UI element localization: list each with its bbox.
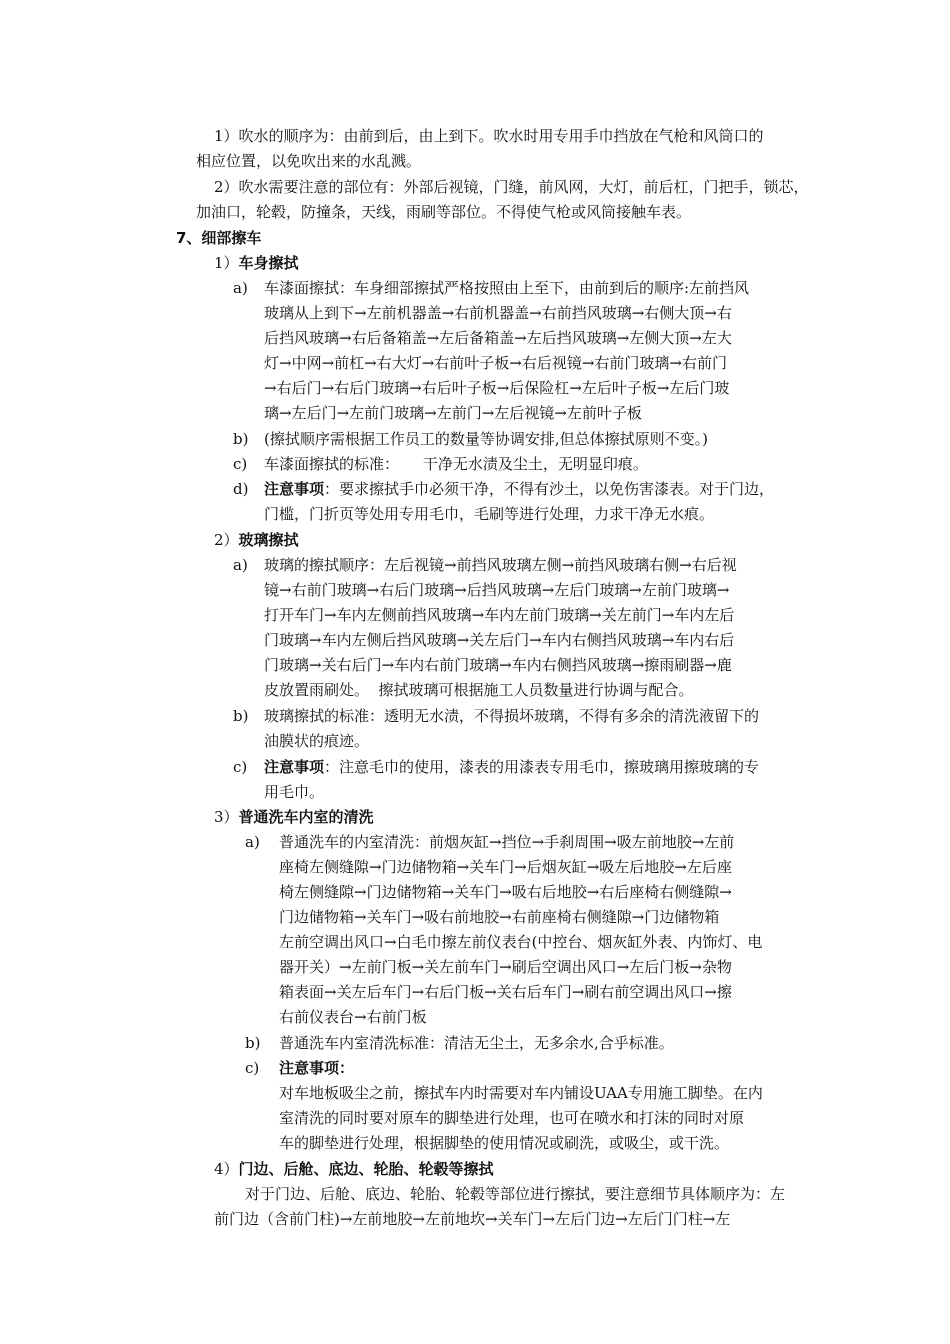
paint-wipe-line: 后挡风玻璃→右后备箱盖→左后备箱盖→左后挡风玻璃→左侧大顶→左大 (264, 329, 732, 347)
item-label: a) (245, 833, 260, 851)
subsection-number: 3） (214, 808, 239, 826)
paint-wipe-line: →右后门→右后门玻璃→右后叶子板→后保险杠→左后叶子板→左后门玻 (264, 379, 730, 397)
interior-order-line: 器开关）→左前门板→关左前车门→刷后空调出风口→左后门板→杂物 (279, 958, 732, 976)
item-label: a) (233, 279, 248, 297)
item-label: a) (233, 556, 248, 574)
wipe-order-note: (擦拭顺序需根据工作员工的数量等协调安排,但总体擦拭原则不变。) (264, 430, 708, 448)
paint-wipe-line: 玻璃从上到下→左前机器盖→右前机器盖→右前挡风玻璃→右侧大顶→右 (264, 304, 732, 322)
glass-standard-line: 油膜状的痕迹。 (264, 732, 370, 750)
interior-caution-line: 车的脚垫进行处理，根据脚垫的使用情况或刷洗，或吸尘，或干洗。 (279, 1134, 730, 1152)
item-label: c) (233, 758, 248, 776)
paragraph-blow-parts-line1: 2）吹水需要注意的部位有：外部后视镜，门缝，前风网，大灯，前后杠，门把手，锁芯， (214, 178, 809, 196)
subsection-number: 4） (214, 1160, 239, 1178)
paragraph-blow-parts-line2: 加油口，轮毂，防撞条，天线，雨刷等部位。不得使气枪或风筒接触车表。 (196, 203, 692, 221)
paint-wipe-line: 灯→中网→前杠→右大灯→右前叶子板→右后视镜→右前门玻璃→右前门 (264, 354, 727, 372)
caution-label: 注意事项 (264, 758, 325, 776)
subsection-title: 玻璃擦拭 (238, 531, 299, 549)
interior-caution-line: 对车地板吸尘之前，擦拭车内时需要对车内铺设UAA专用施工脚垫。在内 (279, 1084, 763, 1102)
subsection-number: 1） (214, 254, 239, 272)
caution-text: ：注意毛巾的使用，漆表的用漆表专用毛巾，擦玻璃用擦玻璃的专 (324, 758, 760, 776)
paint-wipe-line: 璃→左后门→左前门玻璃→左前门→左后视镜→左前叶子板 (264, 404, 642, 422)
subsection-number: 2） (214, 531, 239, 549)
glass-caution-line1 (264, 757, 759, 777)
paint-caution-line1 (264, 479, 774, 499)
interior-caution-line: 室清洗的同时要对原车的脚垫进行处理，也可在喷水和打沫的同时对原 (279, 1109, 745, 1127)
door-edges-line: 前门边（含前门柱)→左前地胶→左前地坎→关车门→左后门边→左后门门柱→左 (214, 1210, 731, 1228)
interior-order-line: 座椅左侧缝隙→门边储物箱→关车门→后烟灰缸→吸左后地胶→左后座 (279, 858, 732, 876)
item-label: d) (233, 480, 249, 498)
subsection-door-edges (214, 1159, 494, 1179)
paint-caution-line2: 门槛，门折页等处用专用毛巾，毛刷等进行处理，力求干净无水痕。 (264, 505, 715, 523)
caution-label: 注意事项： (279, 1059, 355, 1077)
item-label: b) (233, 430, 249, 448)
interior-order-line: 左前空调出风口→白毛巾擦左前仪表台(中控台、烟灰缸外表、内饰灯、电 (279, 933, 763, 951)
glass-caution-line2: 用毛巾。 (264, 783, 325, 801)
glass-order-line: 门玻璃→关右后门→车内右前门玻璃→车内右侧挡风玻璃→擦雨刷器→鹿 (264, 656, 732, 674)
caution-label: 注意事项 (264, 480, 325, 498)
interior-order-line: 椅左侧缝隙→门边储物箱→关车门→吸右后地胶→右后座椅右侧缝隙→ (279, 883, 732, 901)
glass-order-line: 门玻璃→车内左侧后挡风玻璃→关左后门→车内右侧挡风玻璃→车内右后 (264, 631, 735, 649)
caution-text: ：要求擦拭手巾必须干净，不得有沙土，以免伤害漆表。对于门边， (324, 480, 775, 498)
subsection-title: 门边、后舱、底边、轮胎、轮毂等擦拭 (238, 1160, 494, 1178)
glass-order-line: 镜→右前门玻璃→右后门玻璃→后挡风玻璃→左后门玻璃→左前门玻璃→ (264, 581, 730, 599)
paragraph-blow-order-line2: 相应位置，以免吹出来的水乱溅。 (196, 152, 422, 170)
item-label: b) (245, 1034, 261, 1052)
item-label: b) (233, 707, 249, 725)
paint-wipe-line: 车漆面擦拭：车身细部擦拭严格按照由上至下，由前到后的顺序:左前挡风 (264, 279, 750, 297)
subsection-title: 车身擦拭 (238, 254, 299, 272)
interior-order-line: 右前仪表台→右前门板 (279, 1008, 427, 1026)
item-label: c) (233, 455, 248, 473)
glass-standard-line: 玻璃擦拭的标准：透明无水渍，不得损坏玻璃，不得有多余的清洗液留下的 (264, 707, 760, 725)
door-edges-line: 对于门边、后舱、底边、轮胎、轮毂等部位进行擦拭，要注意细节具体顺序为：左 (245, 1185, 786, 1203)
interior-order-line: 门边储物箱→关车门→吸右前地胶→右前座椅右侧缝隙→门边储物箱 (279, 908, 720, 926)
interior-order-line: 普通洗车的内室清洗：前烟灰缸→挡位→手刹周围→吸左前地胶→左前 (279, 833, 735, 851)
item-label: c) (245, 1059, 260, 1077)
subsection-title: 普通洗车内室的清洗 (238, 808, 374, 826)
glass-order-line: 皮放置雨刷处。 擦拭玻璃可根据施工人员数量进行协调与配合。 (264, 681, 694, 699)
subsection-car-body (214, 253, 299, 273)
interior-standard: 普通洗车内室清洗标准：清洁无尘土，无多余水,合乎标准。 (279, 1034, 674, 1052)
interior-order-line: 箱表面→关左后车门→右后门板→关右后车门→刷右前空调出风口→擦 (279, 983, 732, 1001)
paint-wipe-standard: 车漆面擦拭的标准： 干净无水渍及尘土，无明显印痕。 (264, 455, 648, 473)
subsection-glass (214, 530, 299, 550)
glass-order-line: 打开车门→车内左侧前挡风玻璃→车内左前门玻璃→关左前门→车内左后 (264, 606, 735, 624)
glass-order-line: 玻璃的擦拭顺序：左后视镜→前挡风玻璃左侧→前挡风玻璃右侧→右后视 (264, 556, 737, 574)
section-heading-detail-wipe: 7、细部擦车 (176, 229, 262, 247)
paragraph-blow-order-line1: 1）吹水的顺序为：由前到后，由上到下。吹水时用专用手巾挡放在气枪和风筒口的 (214, 127, 764, 145)
subsection-interior (214, 807, 374, 827)
